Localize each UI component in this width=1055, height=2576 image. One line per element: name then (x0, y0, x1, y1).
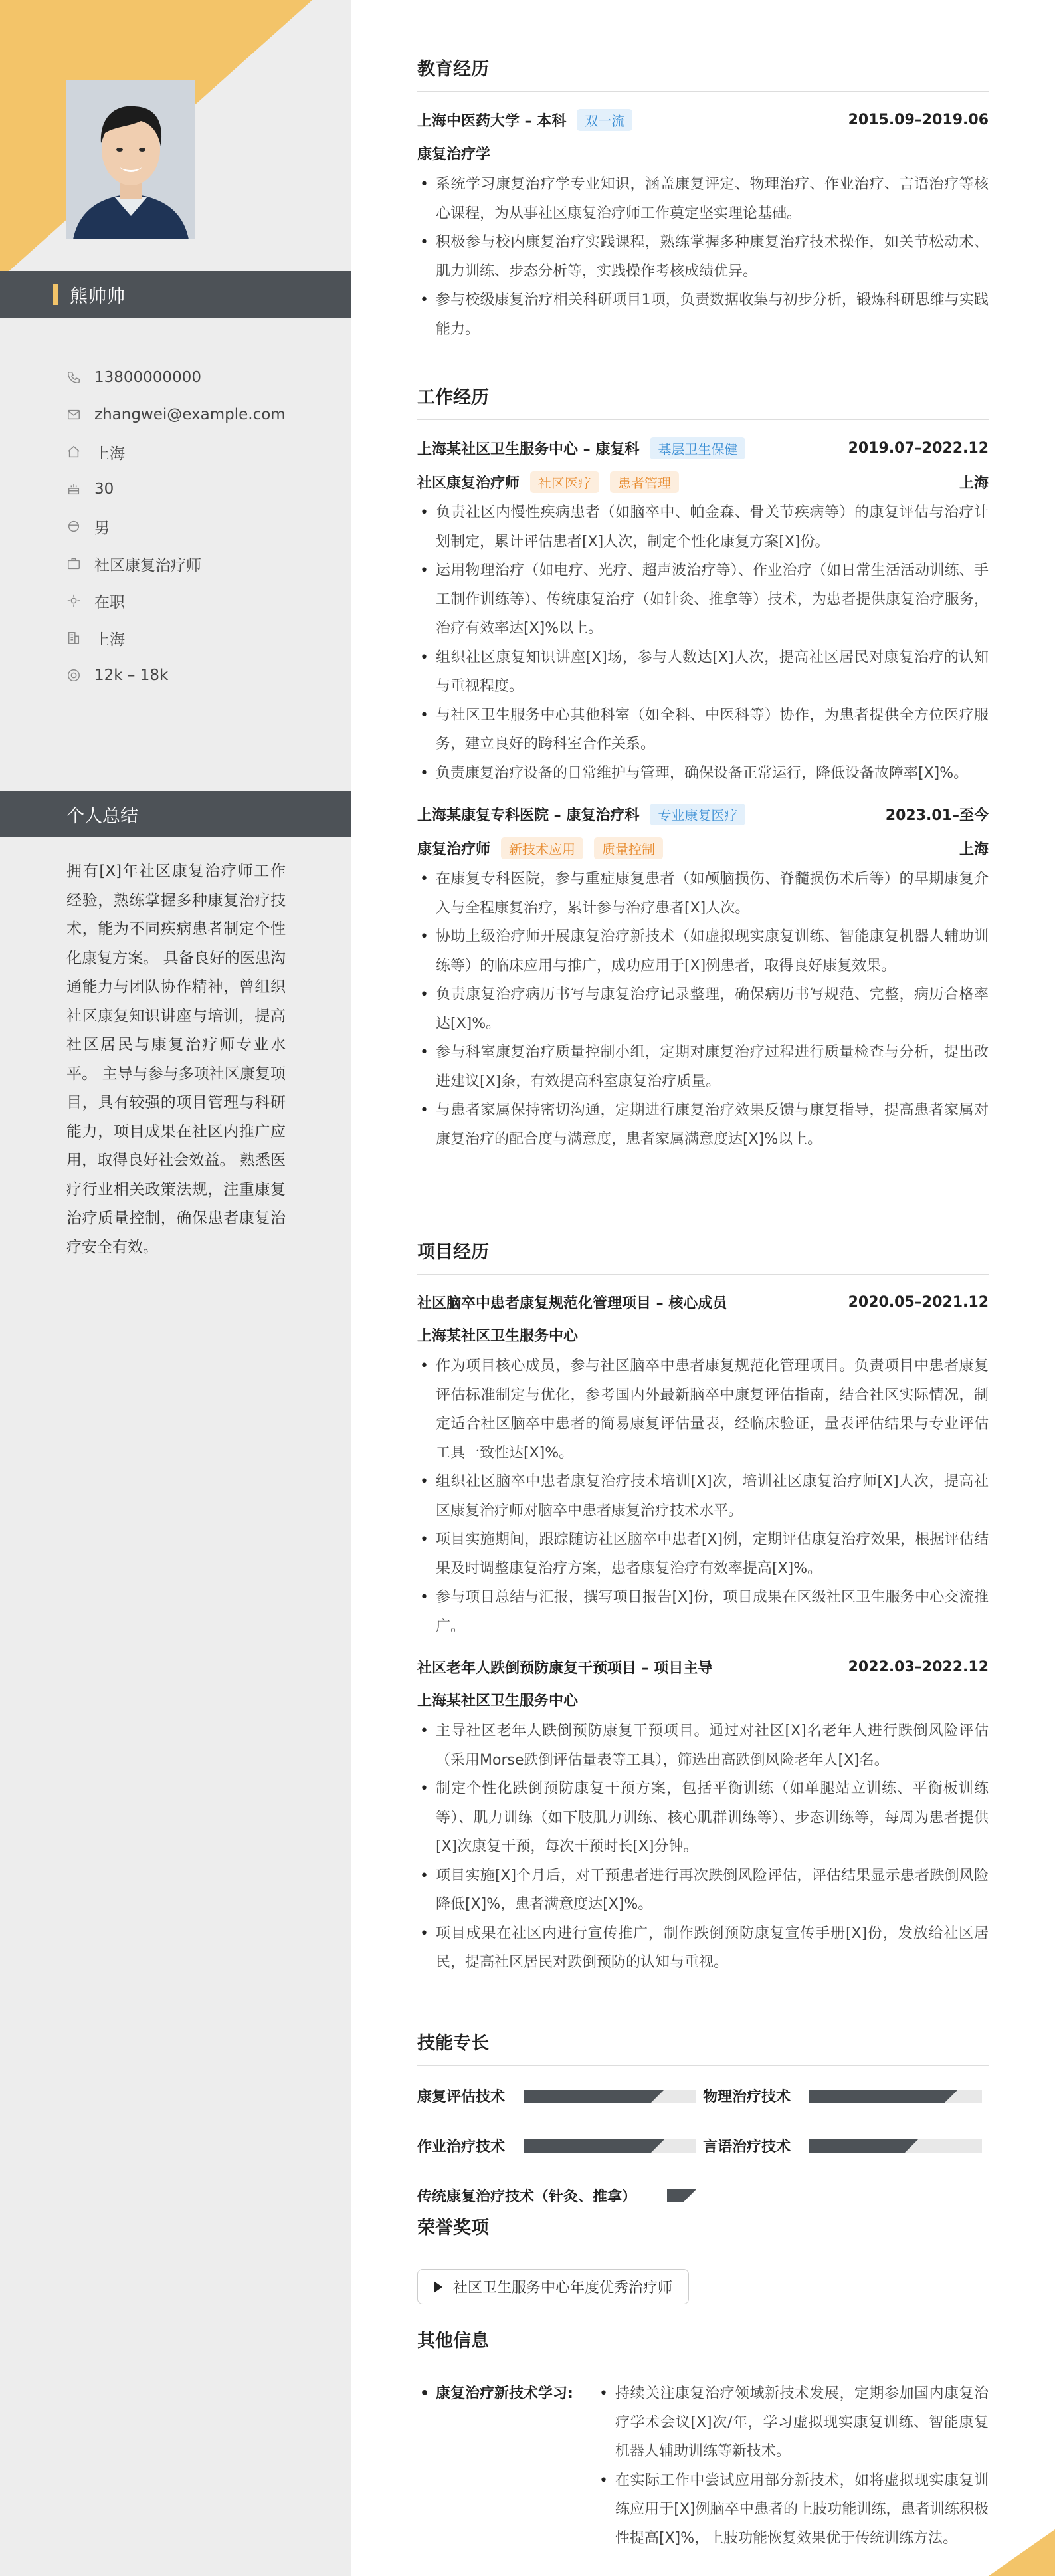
major-name: 康复治疗学 (417, 146, 491, 163)
job-org: 上海某康复专科医院 – 康复治疗科 (417, 807, 640, 824)
list-item: • 积极参与校内康复治疗实践课程，熟练掌握多种康复治疗技术操作，如关节松动术、肌力训练、步态分析等，实践操作考核成绩优异。 (417, 228, 989, 286)
list-item: • 在实际工作中尝试应用部分新技术，如将虚拟现实康复训练应用于[X]例脑卒中患者的上肢功能训练，患者训练积极性提高[X]%，上肢功能恢复效果优于传统训练方法。 (597, 2466, 989, 2553)
job-bullets (417, 865, 989, 1154)
list-item: • 参与校级康复治疗相关科研项目1项，负责数据收集与初步分析，锻炼科研思维与实践能力。 (417, 286, 989, 344)
list-item: • 参与项目总结与汇报，撰写项目报告[X]份，项目成果在区级社区卫生服务中心交流推广。 (417, 1583, 989, 1641)
home-icon (66, 445, 81, 459)
section-title: 荣誉奖项 (417, 2213, 989, 2250)
contact-text: zhangwei@example.com (94, 406, 286, 423)
list-item: • 组织社区康复知识讲座[X]场，参与人数达[X]人次，提高社区居民对康复治疗的认知与重视程度。 (417, 643, 989, 701)
list-item: • 与社区卫生服务中心其他科室（如全科、中医科等）协作，为患者提供全方位医疗服务，建立良好的跨科室合作关系。 (417, 701, 989, 759)
project-date: 2022.03–2022.12 (848, 1659, 989, 1675)
contact-text: 上海 (94, 445, 125, 463)
list-item: • 作为项目核心成员，参与社区脑卒中患者康复规范化管理项目。负责项目中患者康复评估标准制定与优化，参考国内外最新脑卒中康复评估指南，结合社区实际情况，制定适合社区脑卒中患者的简易康复评估量表，经临床验证，量表评估结果与专业评估工具一致性达[X]%。 (417, 1352, 989, 1467)
list-item: • 在康复专科医院，参与重症康复患者（如颅脑损伤、脊髓损伤术后等）的早期康复介入与全程康复治疗，累计参与治疗患者[X]人次。 (417, 865, 989, 922)
role-tag: 新技术应用 (501, 837, 583, 859)
contact-gender (66, 508, 332, 545)
job-date: 2019.07–2022.12 (848, 440, 989, 457)
list-item: • 系统学习康复治疗学专业知识，涵盖康复评定、物理治疗、作业治疗、言语治疗等核心课程，为从事社区康复治疗师工作奠定坚实理论基础。 (417, 170, 989, 228)
project-name: 社区脑卒中患者康复规范化管理项目 – 核心成员 (417, 1295, 727, 1312)
job-city: 上海 (959, 841, 989, 858)
skill-bar (809, 2139, 982, 2153)
contact-city (66, 619, 332, 657)
section-title: 技能专长 (417, 2028, 989, 2066)
awards-section (417, 2213, 989, 2304)
contact-position (66, 545, 332, 582)
other-key: • 康复治疗新技术学习: (417, 2379, 597, 2553)
list-item: • 持续关注康复治疗领域新技术发展，定期参加国内康复治疗学术会议[X]次/年，学习虚拟现实康复训练、智能康复机器人辅助训练等新技术。 (597, 2379, 989, 2466)
contact-list (66, 359, 332, 694)
phone-icon (66, 370, 81, 385)
project-date: 2020.05–2021.12 (848, 1294, 989, 1311)
skills-grid (417, 2086, 989, 2206)
list-item: • 负责社区内慢性疾病患者（如脑卒中、帕金森、骨关节疾病等）的康复评估与治疗计划制定，累计评估患者[X]人次，制定个性化康复方案[X]份。 (417, 498, 989, 556)
education-bullets (417, 170, 989, 344)
skills-section (417, 2028, 989, 2206)
project-bullets (417, 1717, 989, 1977)
building-icon (66, 631, 81, 645)
job-role: 康复治疗师 (417, 841, 491, 858)
list-item: • 运用物理治疗（如电疗、光疗、超声波治疗等）、作业治疗（如日常生活活动训练、手工制作训练等）、传统康复治疗（如针灸、推拿等）技术，为患者提供康复治疗服务，治疗有效率达[X]%以上。 (417, 556, 989, 643)
education-date: 2015.09–2019.06 (848, 112, 989, 128)
award-label: 社区卫生服务中心年度优秀治疗师 (453, 2280, 673, 2296)
skill-fill (809, 2139, 905, 2153)
role-tag: 患者管理 (610, 471, 679, 493)
contact-email (66, 396, 332, 433)
list-item: • 负责康复治疗设备的日常维护与管理，确保设备正常运行，降低设备故障率[X]%。 (417, 759, 989, 788)
job-role: 社区康复治疗师 (417, 475, 520, 492)
other-bullets (597, 2379, 989, 2553)
job-date: 2023.01–至今 (885, 807, 989, 824)
job-tag: 专业康复医疗 (650, 804, 745, 825)
skill-fill (524, 2139, 651, 2153)
contact-location (66, 433, 332, 471)
contact-text: 社区康复治疗师 (94, 556, 201, 574)
skill-fill (667, 2189, 683, 2202)
job-city: 上海 (959, 475, 989, 492)
list-item: • 主导社区老年人跌倒预防康复干预项目。通过对社区[X]名老年人进行跌倒风险评估（采用Morse跌倒评估量表等工具），筛选出高跌倒风险老年人[X]名。 (417, 1717, 989, 1774)
education-major (417, 143, 989, 163)
contact-age (66, 471, 332, 508)
project-bullets (417, 1352, 989, 1641)
list-item: • 项目实施[X]个月后，对干预患者进行再次跌倒风险评估，评估结果显示患者跌倒风险降低[X]%，患者满意度达[X]%。 (417, 1862, 989, 1919)
summary-title: 个人总结 (0, 791, 351, 837)
gender-icon (66, 519, 81, 534)
section-title: 工作经历 (417, 383, 989, 420)
project-org (417, 1689, 989, 1710)
skill-label: 作业治疗技术 (417, 2139, 506, 2155)
contact-text: 在职 (94, 593, 125, 611)
list-item: • 参与科室康复治疗质量控制小组，定期对康复治疗过程进行质量检查与分析，提出改进建议[X]条，有效提高科室康复治疗质量。 (417, 1038, 989, 1096)
contact-phone (66, 359, 332, 396)
project-org-name: 上海某社区卫生服务中心 (417, 1693, 579, 1709)
project-head (417, 1657, 989, 1677)
decorative-corner (989, 2529, 1055, 2576)
job-org: 上海某社区卫生服务中心 – 康复科 (417, 441, 640, 458)
avatar (66, 80, 195, 239)
avatar-image (66, 80, 195, 239)
name-bar (0, 271, 351, 318)
project-head (417, 1292, 989, 1313)
skill-bar (809, 2090, 982, 2103)
list-item: • 协助上级治疗师开展康复治疗新技术（如虚拟现实康复训练、智能康复机器人辅助训练等）的临床应用与推广，成功应用于[X]例患者，取得良好康复效果。 (417, 922, 989, 980)
job-bullets (417, 498, 989, 788)
triangle-icon (434, 2281, 442, 2293)
role-tag: 社区医疗 (530, 471, 599, 493)
skill-fill (524, 2090, 651, 2103)
list-item: • 组织社区脑卒中患者康复治疗技术培训[X]次，培训社区康复治疗师[X]人次，提高社区康复治疗师对脑卒中患者康复治疗技术水平。 (417, 1467, 989, 1525)
section-title: 教育经历 (417, 54, 989, 92)
skill-bar (524, 2090, 696, 2103)
job-head (417, 437, 989, 459)
skill-item (417, 2135, 703, 2156)
other-section (417, 2326, 989, 2553)
project-name: 社区老年人跌倒预防康复干预项目 – 项目主导 (417, 1660, 713, 1677)
skill-label: 传统康复治疗技术（针灸、推拿） (417, 2189, 637, 2205)
project-org (417, 1325, 989, 1345)
education-head (417, 109, 989, 131)
other-row (417, 2379, 989, 2553)
skill-item (703, 2135, 989, 2156)
section-title: 项目经历 (417, 1237, 989, 1275)
contact-text: 男 (94, 519, 110, 537)
contact-text: 上海 (94, 631, 125, 649)
job-tag: 基层卫生保健 (650, 437, 745, 459)
sidebar (0, 0, 351, 2576)
contact-text: 12k – 18k (94, 667, 169, 684)
summary-text: 拥有[X]年社区康复治疗师工作经验，熟练掌握多种康复治疗技术，能为不同疾病患者制定个性化康复方案。 具备良好的医患沟通能力与团队协作精神，曾组织社区康复知识讲座与培训，提高社区居民与康复治疗师专业水平。 主导与参与多项社区康复项目，具有较强的项目管理与科研能力，项目成果在社区内推广应用，取得良好社会效益。 熟悉医疗行业相关政策法规，注重康复治疗质量控制，确保患者康复治疗安全有效。 (66, 863, 286, 1256)
mail-icon (66, 407, 81, 422)
skill-label: 康复评估技术 (417, 2089, 506, 2105)
work-section (417, 383, 989, 1154)
skill-label: 言语治疗技术 (703, 2139, 791, 2155)
role-tag: 质量控制 (594, 837, 663, 859)
school-tag: 双一流 (577, 109, 632, 131)
contact-salary (66, 657, 332, 694)
skill-bar (667, 2189, 683, 2202)
school-name: 上海中医药大学 – 本科 (417, 113, 567, 130)
contact-text: 13800000000 (94, 369, 201, 386)
skill-label: 物理治疗技术 (703, 2089, 791, 2105)
project-org-name: 上海某社区卫生服务中心 (417, 1328, 579, 1344)
list-item: • 负责康复治疗病历书写与康复治疗记录整理，确保病历书写规范、完整，病历合格率达[X]%。 (417, 980, 989, 1038)
skill-fill (809, 2090, 945, 2103)
award-item (417, 2269, 689, 2304)
contact-status (66, 582, 332, 619)
education-section (417, 54, 989, 344)
job-role-row (417, 471, 989, 493)
projects-section (417, 1237, 989, 1977)
list-item: • 与患者家属保持密切沟通，定期进行康复治疗效果反馈与康复指导，提高患者家属对康复治疗的配合度与满意度，患者家属满意度达[X]%以上。 (417, 1096, 989, 1154)
status-icon (66, 593, 81, 608)
skill-item (703, 2086, 989, 2106)
skill-item (417, 2185, 989, 2206)
list-item: • 项目实施期间，跟踪随访社区脑卒中患者[X]例，定期评估康复治疗效果，根据评估结果及时调整康复治疗方案，患者康复治疗有效率提高[X]%。 (417, 1525, 989, 1583)
job-head (417, 804, 989, 825)
skill-bar (524, 2139, 696, 2153)
job-role-row (417, 837, 989, 859)
list-item: • 制定个性化跌倒预防康复干预方案，包括平衡训练（如单腿站立训练、平衡板训练等）、肌力训练（如下肢肌力训练、核心肌群训练等）、步态训练等，每周为患者提供[X]次康复干预，每次干预时长[X]分钟。 (417, 1774, 989, 1862)
skill-item (417, 2086, 703, 2106)
contact-text: 30 (94, 481, 114, 498)
section-title: 其他信息 (417, 2326, 989, 2363)
briefcase-icon (66, 556, 81, 571)
name-accent (53, 284, 58, 305)
person-name: 熊帅帅 (70, 286, 126, 307)
cake-icon (66, 482, 81, 496)
salary-icon (66, 668, 81, 683)
list-item: • 项目成果在社区内进行宣传推广，制作跌倒预防康复宣传手册[X]份，发放给社区居民，提高社区居民对跌倒预防的认知与重视。 (417, 1919, 989, 1977)
